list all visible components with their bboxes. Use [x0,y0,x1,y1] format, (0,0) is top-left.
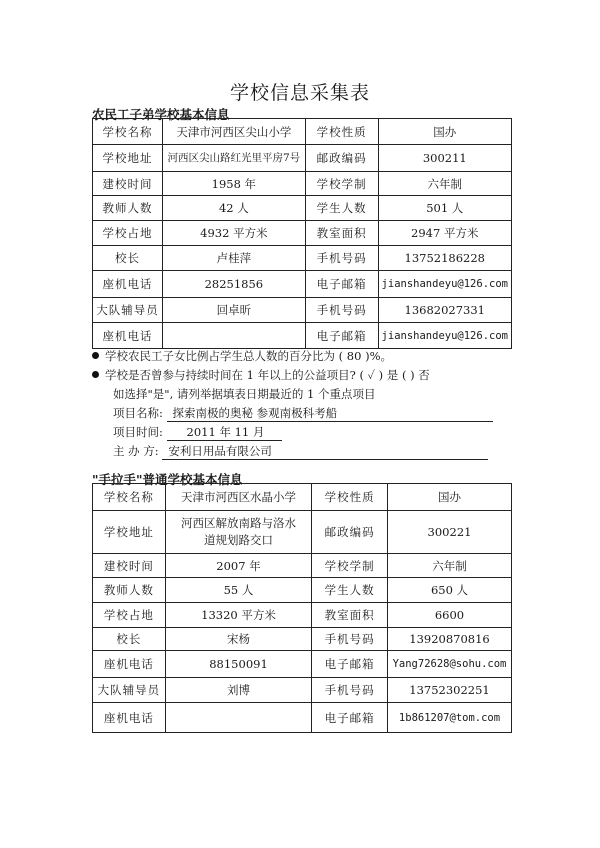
page-title: 学校信息采集表 [229,82,370,104]
cell-value: 13320 平方米 [165,603,312,628]
table-row [93,703,512,733]
cell-value: 13752302251 [388,678,512,703]
cell-value: 1b861207@tom.com [388,703,512,733]
cell-value: 2007 年 [165,554,312,578]
cell-value: 300211 [378,145,511,172]
table-row [93,221,512,246]
cell-value: 28251856 [163,271,306,298]
cell-value: 六年制 [388,554,512,578]
cell-value: jianshandeyu@126.com [378,271,511,298]
cell-value: 河西区尖山路红光里平房7号 [163,145,306,172]
cell-label: 电子邮箱 [312,703,388,733]
table-row [93,172,512,196]
cell-label: 学生人数 [305,196,378,221]
cell-label: 学校性质 [312,484,388,511]
table-row [93,323,512,349]
cell-label: 手机号码 [305,298,378,323]
table-row [93,484,512,511]
cell-value: 国办 [378,119,511,145]
cell-value: 13920870816 [388,628,512,651]
cell-label: 大队辅导员 [93,678,166,703]
cell-label: 建校时间 [93,554,166,578]
cell-label: 教师人数 [93,196,163,221]
cell-label: 学校名称 [93,119,163,145]
organizer-label: 主 办 方: [113,444,159,458]
cell-label: 学校学制 [312,554,388,578]
table-row [93,554,512,578]
partner-school-table [92,483,512,733]
cell-label: 电子邮箱 [305,323,378,349]
cell-label: 校长 [93,628,166,651]
cell-value: 天津市河西区水晶小学 [165,484,312,511]
table-row [93,246,512,271]
cell-value: 回卓昕 [163,298,306,323]
table-row [93,196,512,221]
question-public-project: 学校是否曾参与持续时间在 1 年以上的公益项目? ( ✓ ) 是 ( ) 否 [92,367,430,383]
cell-label: 学校性质 [305,119,378,145]
cell-value: 卢桂萍 [163,246,306,271]
cell-value: jianshandeyu@126.com [378,323,511,349]
cell-value: 13682027331 [378,298,511,323]
cell-label: 座机电话 [93,703,166,733]
cell-value: 国办 [388,484,512,511]
table-row [93,119,512,145]
cell-label: 学校占地 [93,603,166,628]
table-row [93,628,512,651]
cell-label: 手机号码 [305,246,378,271]
migrant-school-table [92,118,512,349]
bullet-icon [92,371,99,378]
cell-label: 座机电话 [93,271,163,298]
cell-value: 宋杨 [165,628,312,651]
cell-label: 学校占地 [93,221,163,246]
table-row [93,578,512,603]
table-row [93,678,512,703]
cell-value: 55 人 [165,578,312,603]
cell-label: 大队辅导员 [93,298,163,323]
cell-value: 刘博 [165,678,312,703]
cell-value: 88150091 [165,651,312,678]
table-row [93,603,512,628]
cell-value: 13752186228 [378,246,511,271]
cell-label: 手机号码 [312,678,388,703]
cell-label: 学校学制 [305,172,378,196]
cell-value: 2947 平方米 [378,221,511,246]
project-time-label: 项目时间: [113,425,163,439]
cell-label: 电子邮箱 [312,651,388,678]
cell-value: 4932 平方米 [163,221,306,246]
bullet-icon [92,352,99,359]
table-row [93,651,512,678]
table-row [93,271,512,298]
section-heading-migrant-school: 农民工子弟学校基本信息 [92,107,230,122]
cell-label: 学校名称 [93,484,166,511]
cell-value: 天津市河西区尖山小学 [163,119,306,145]
project-name-value: 探索南极的奥秘 参观南极科考船 [167,405,493,422]
cell-label: 邮政编码 [305,145,378,172]
project-name-line [113,405,493,422]
cell-value: 650 人 [388,578,512,603]
project-time-value: 2011 年 11 月 [167,424,282,441]
cell-value: 501 人 [378,196,511,221]
cell-value: Yang72628@sohu.com [388,651,512,678]
project-name-label: 项目名称: [113,406,163,420]
table-row [93,145,512,172]
cell-label: 教室面积 [312,603,388,628]
organizer-line [113,443,488,460]
question-migrant-ratio: 学校农民工子女比例占学生总人数的百分比为 ( 80 )%。 [92,348,392,364]
cell-label: 邮政编码 [312,511,388,554]
project-time-line [113,424,282,441]
cell-label: 电子邮箱 [305,271,378,298]
cell-label: 教师人数 [93,578,166,603]
cell-value: 六年制 [378,172,511,196]
cell-label: 座机电话 [93,651,166,678]
cell-label: 建校时间 [93,172,163,196]
cell-label: 学校地址 [93,145,163,172]
cell-value [165,703,312,733]
cell-value: 1958 年 [163,172,306,196]
section-heading-partner-school: "手拉手"普通学校基本信息 [92,472,243,487]
cell-label: 教室面积 [305,221,378,246]
cell-label: 学校地址 [93,511,166,554]
cell-value [163,323,306,349]
cell-value: 300221 [388,511,512,554]
cell-label: 学生人数 [312,578,388,603]
cell-value: 42 人 [163,196,306,221]
cell-value: 6600 [388,603,512,628]
table-row [93,511,512,554]
organizer-value: 安利日用品有限公司 [162,443,488,460]
cell-label: 校长 [93,246,163,271]
table-row [93,298,512,323]
cell-value: 河西区解放南路与洛水道规划路交口 [165,511,312,554]
cell-label: 手机号码 [312,628,388,651]
question-public-project-instructions: 如选择"是", 请列举据填表日期最近的 1 个重点项目 [113,387,376,401]
cell-label: 座机电话 [93,323,163,349]
